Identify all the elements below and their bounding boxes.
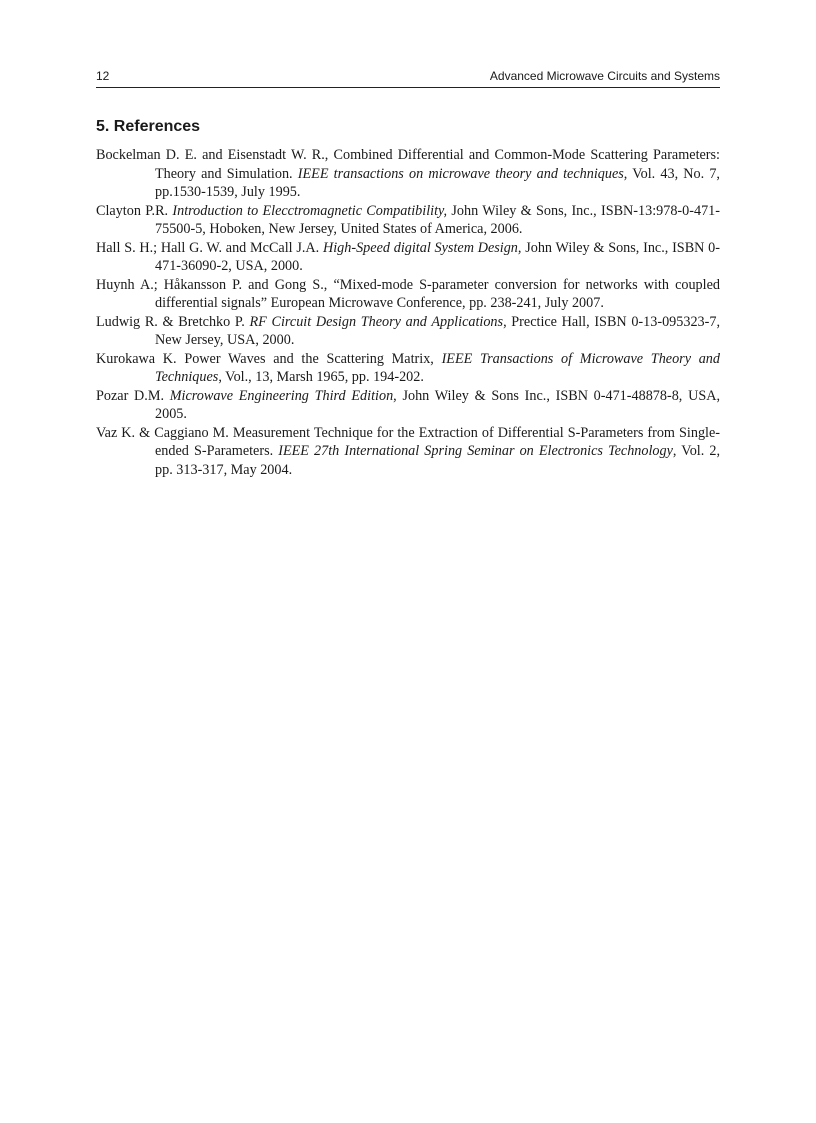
reference-item: [96, 424, 720, 480]
reference-text: Hall S. H.; Hall G. W. and McCall J.A.: [96, 239, 323, 256]
book-title: Advanced Microwave Circuits and Systems: [489, 69, 720, 83]
reference-source: Introduction to Elecctromagnetic Compatibility,: [172, 202, 448, 219]
reference-details: , John Wiley & Sons Inc., ISBN 0-471-48878-8, USA, 2005.: [155, 387, 721, 422]
reference-text: Clayton P.R.: [96, 202, 173, 219]
reference-text: Bockelman D. E. and Eisenstadt W. R., Combined Differential and Common-Mode Scattering Parameters: Theory and Simulation.: [96, 147, 720, 182]
page-number: 12: [96, 69, 110, 83]
reference-text: Kurokawa K. Power Waves and the Scattering Matrix,: [96, 350, 442, 367]
reference-list: [96, 146, 720, 479]
reference-details: , Vol. 2, pp. 313-317, May 2004.: [155, 443, 720, 478]
reference-source: Microwave Engineering Third Edition: [169, 387, 394, 404]
reference-details: , Vol. 43, No. 7, pp.1530-1539, July 1995.: [155, 165, 720, 200]
reference-source: RF Circuit Design Theory and Applications: [249, 313, 504, 330]
reference-details: John Wiley & Sons, Inc., ISBN 0-471-36090-2, USA, 2000.: [155, 239, 720, 274]
reference-item: [96, 313, 720, 350]
reference-text: Huynh A.; Håkansson P. and Gong S., “Mixed-mode S-parameter conversion for networks with coupled differential signals” European Microwave Conference, pp. 238-241, July 2007.: [96, 276, 720, 311]
reference-text: Pozar D.M.: [96, 387, 170, 404]
section-heading: 5. References: [96, 118, 201, 135]
reference-item: [96, 387, 720, 424]
reference-item: [96, 202, 720, 239]
reference-source: IEEE transactions on microwave theory and techniques: [297, 165, 624, 182]
reference-details: , Vol., 13, Marsh 1965, pp. 194-202.: [218, 369, 424, 385]
reference-item: [96, 276, 720, 313]
reference-details: John Wiley & Sons, Inc., ISBN-13:978-0-471-75500-5, Hoboken, New Jersey, United States of America, 2006.: [155, 202, 720, 237]
reference-item: [96, 239, 720, 276]
page: [96, 68, 720, 479]
reference-text: Vaz K. & Caggiano M. Measurement Technique for the Extraction of Differential S-Parameters from Single-ended S-Parameters.: [96, 424, 720, 459]
reference-source: IEEE 27th International Spring Seminar on Electronics Technology: [278, 443, 673, 459]
reference-details: , Prectice Hall, ISBN 0-13-095323-7, New Jersey, USA, 2000.: [155, 313, 720, 348]
reference-source: High-Speed digital System Design,: [322, 239, 522, 256]
reference-text: Ludwig R. & Bretchko P.: [96, 313, 250, 330]
reference-item: [96, 146, 720, 202]
reference-source: IEEE Transactions of Microwave Theory and Techniques: [155, 350, 720, 385]
running-header: [96, 68, 720, 88]
reference-item: [96, 350, 720, 387]
